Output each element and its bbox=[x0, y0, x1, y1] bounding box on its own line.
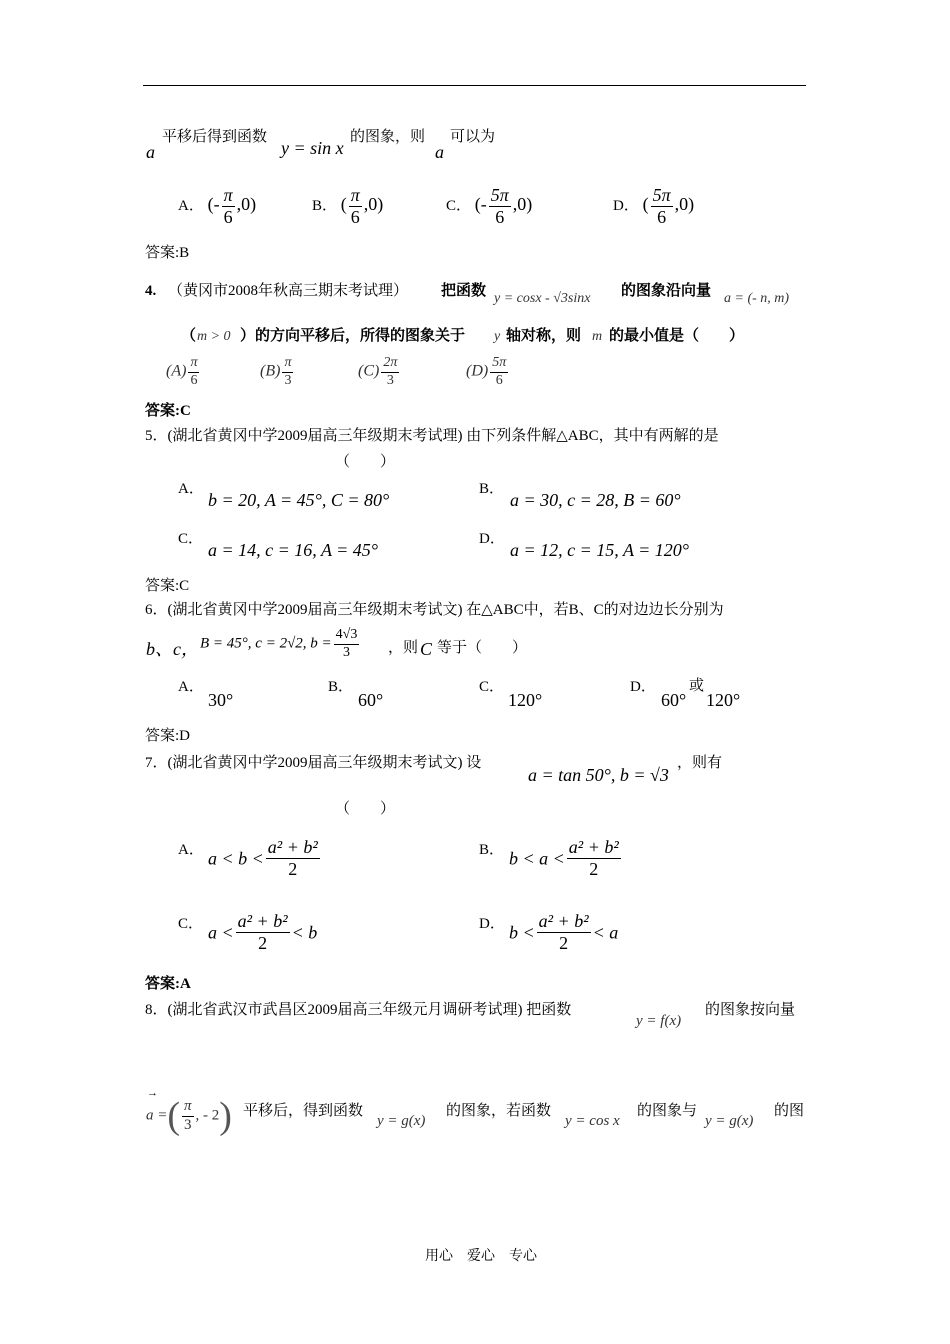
q7-option-c-label: C． bbox=[178, 916, 204, 932]
q6-option-d-label: D． bbox=[630, 679, 656, 695]
q4-option-b: (B) $\frac{\pi}{3}$ bbox=[260, 355, 292, 388]
q3-var-a2: a bbox=[435, 142, 444, 162]
q5-option-a-math: b = 20, A = 45°, C = 80° bbox=[208, 490, 390, 510]
q8-g1: y = g(x) bbox=[377, 1113, 426, 1129]
q5-option-a-label: A． bbox=[178, 481, 204, 497]
q4-option-a: (A) $\frac{\pi}{6}$ bbox=[166, 355, 198, 388]
q4-answer: 答案:C bbox=[145, 403, 191, 419]
header-rule bbox=[143, 85, 806, 86]
q4-mid: 的图象沿向量 bbox=[621, 283, 712, 299]
q4-line2b: 轴对称，则 bbox=[506, 328, 582, 344]
q8-tail: 的图象按向量 bbox=[705, 1002, 796, 1018]
q5-option-b-label: B． bbox=[479, 481, 505, 497]
q7-option-a-math: a < b < $\frac{\text{a² + b²}}{2}$ bbox=[208, 837, 318, 879]
q6-option-d-math-b: 120° bbox=[706, 690, 741, 710]
q7-option-d-label: D． bbox=[479, 916, 505, 932]
q6-option-b-label: B． bbox=[328, 679, 354, 695]
q6-stem: 6．(湖北省黄冈中学2009届高三年级期末考试文) 在△ABC中，若B、C的对边边长分别为 bbox=[145, 602, 724, 618]
q6-tail-pre: ，则 bbox=[388, 640, 419, 656]
q8-vector: a =( $\frac{\pi}{3}$ , - 2) bbox=[146, 1095, 232, 1137]
q3-option-d: D． ( $\frac{5\pi}{6}$ ,0) bbox=[613, 185, 695, 227]
q8-vector-arrow: → bbox=[147, 1087, 158, 1099]
q7-option-d-math: b < $\frac{\text{a² + b²}}{2}$ < a bbox=[509, 911, 619, 953]
q3-var-a: a bbox=[146, 142, 155, 162]
q4-open-paren: （ bbox=[181, 328, 197, 344]
q5-option-b-math: a = 30, c = 28, B = 60° bbox=[510, 490, 681, 510]
q3-option-c: C． (- $\frac{5\pi}{6}$ ,0) bbox=[446, 185, 533, 227]
q8-func: y = f(x) bbox=[636, 1013, 682, 1029]
q4-line2: ）的方向平移后，所得的图象关于 bbox=[240, 328, 466, 344]
q7-math: a = tan 50°, b = √3 bbox=[528, 765, 669, 785]
q4-condition: m > 0 bbox=[197, 329, 231, 344]
q7-stem: 7．(湖北省黄冈中学2009届高三年级期末考试文) 设 bbox=[145, 755, 482, 771]
q4-option-c: (C) $\frac{2\pi}{3}$ bbox=[358, 355, 398, 388]
q7-option-c-math: a < $\frac{\text{a² + b²}}{2}$ < b bbox=[208, 911, 318, 953]
q4-source: （黄冈市2008年秋高三期末考试理） bbox=[168, 283, 409, 299]
q6-tail: 等于（ ） bbox=[437, 640, 528, 656]
q5-option-d-math: a = 12, c = 15, A = 120° bbox=[510, 540, 689, 560]
q3-text-tail: 可以为 bbox=[450, 129, 496, 145]
q5-paren: （ ） bbox=[335, 454, 396, 470]
q8-g2: y = g(x) bbox=[705, 1113, 754, 1129]
q7-answer: 答案:A bbox=[145, 976, 191, 992]
q6-option-c-math: 120° bbox=[508, 690, 543, 710]
q6-option-d-or: 或 bbox=[689, 678, 705, 694]
q3-answer: 答案:B bbox=[145, 245, 190, 261]
q7-option-b-math: b < a < $\frac{\text{a² + b²}}{2}$ bbox=[509, 837, 619, 879]
q5-stem: 5．(湖北省黄冈中学2009届高三年级期末考试理) 由下列条件解△ABC，其中有两解的是 bbox=[145, 428, 719, 444]
q4-vector: a = (- n, m) bbox=[724, 291, 790, 306]
q6-vars: b、c， bbox=[146, 639, 199, 659]
q8-stem: 8．(湖北省武汉市武昌区2009届高三年级元月调研考试理) 把函数 bbox=[145, 1002, 572, 1018]
page-footer: 用心 爱心 专心 bbox=[425, 1249, 537, 1264]
q6-condition: B = 45°, c = 2√2, b = $\frac{4√3}{3}$ bbox=[200, 627, 358, 660]
q4-number: 4. bbox=[145, 283, 157, 299]
q8-cos: y = cos x bbox=[565, 1113, 620, 1129]
q3-text: 平移后得到函数 bbox=[162, 129, 268, 145]
q5-answer: 答案:C bbox=[145, 578, 190, 594]
q8-line2a: 平移后，得到函数 bbox=[243, 1103, 364, 1119]
q6-answer: 答案:D bbox=[145, 728, 191, 744]
q7-paren: （ ） bbox=[335, 801, 396, 817]
q6-option-d-math-a: 60° bbox=[661, 690, 687, 710]
q3-option-a: A． (- $\frac{\pi}{6}$ ,0) bbox=[178, 185, 257, 227]
q4-axis-var: y bbox=[494, 329, 501, 344]
q5-option-d-label: D． bbox=[479, 531, 505, 547]
q5-option-c-label: C． bbox=[178, 531, 204, 547]
q7-option-b-label: B． bbox=[479, 842, 505, 858]
q7-option-a-label: A． bbox=[178, 842, 204, 858]
q6-option-a-label: A． bbox=[178, 679, 204, 695]
q6-c-var: C bbox=[420, 639, 433, 659]
q3-function: y = sin x bbox=[281, 138, 344, 158]
q8-line2b: 的图象，若函数 bbox=[446, 1103, 552, 1119]
q8-line2d: 的图 bbox=[774, 1103, 805, 1119]
q8-line2c: 的图象与 bbox=[637, 1103, 698, 1119]
q4-option-d: (D) $\frac{5\pi}{6}$ bbox=[466, 355, 507, 388]
q4-m-var: m bbox=[592, 329, 603, 344]
q6-option-a-math: 30° bbox=[208, 690, 234, 710]
q7-tail: ，则有 bbox=[677, 755, 723, 771]
q4-function: y = cosx - √3sinx bbox=[494, 291, 591, 306]
q4-lead: 把函数 bbox=[441, 283, 487, 299]
q6-option-b-math: 60° bbox=[358, 690, 384, 710]
q3-text-mid: 的图象，则 bbox=[350, 129, 426, 145]
q5-option-c-math: a = 14, c = 16, A = 45° bbox=[208, 540, 378, 560]
q6-option-c-label: C． bbox=[479, 679, 505, 695]
q3-option-b: B． ( $\frac{\pi}{6}$ ,0) bbox=[312, 185, 384, 227]
q4-line2c: 的最小值是（ ） bbox=[609, 328, 745, 344]
